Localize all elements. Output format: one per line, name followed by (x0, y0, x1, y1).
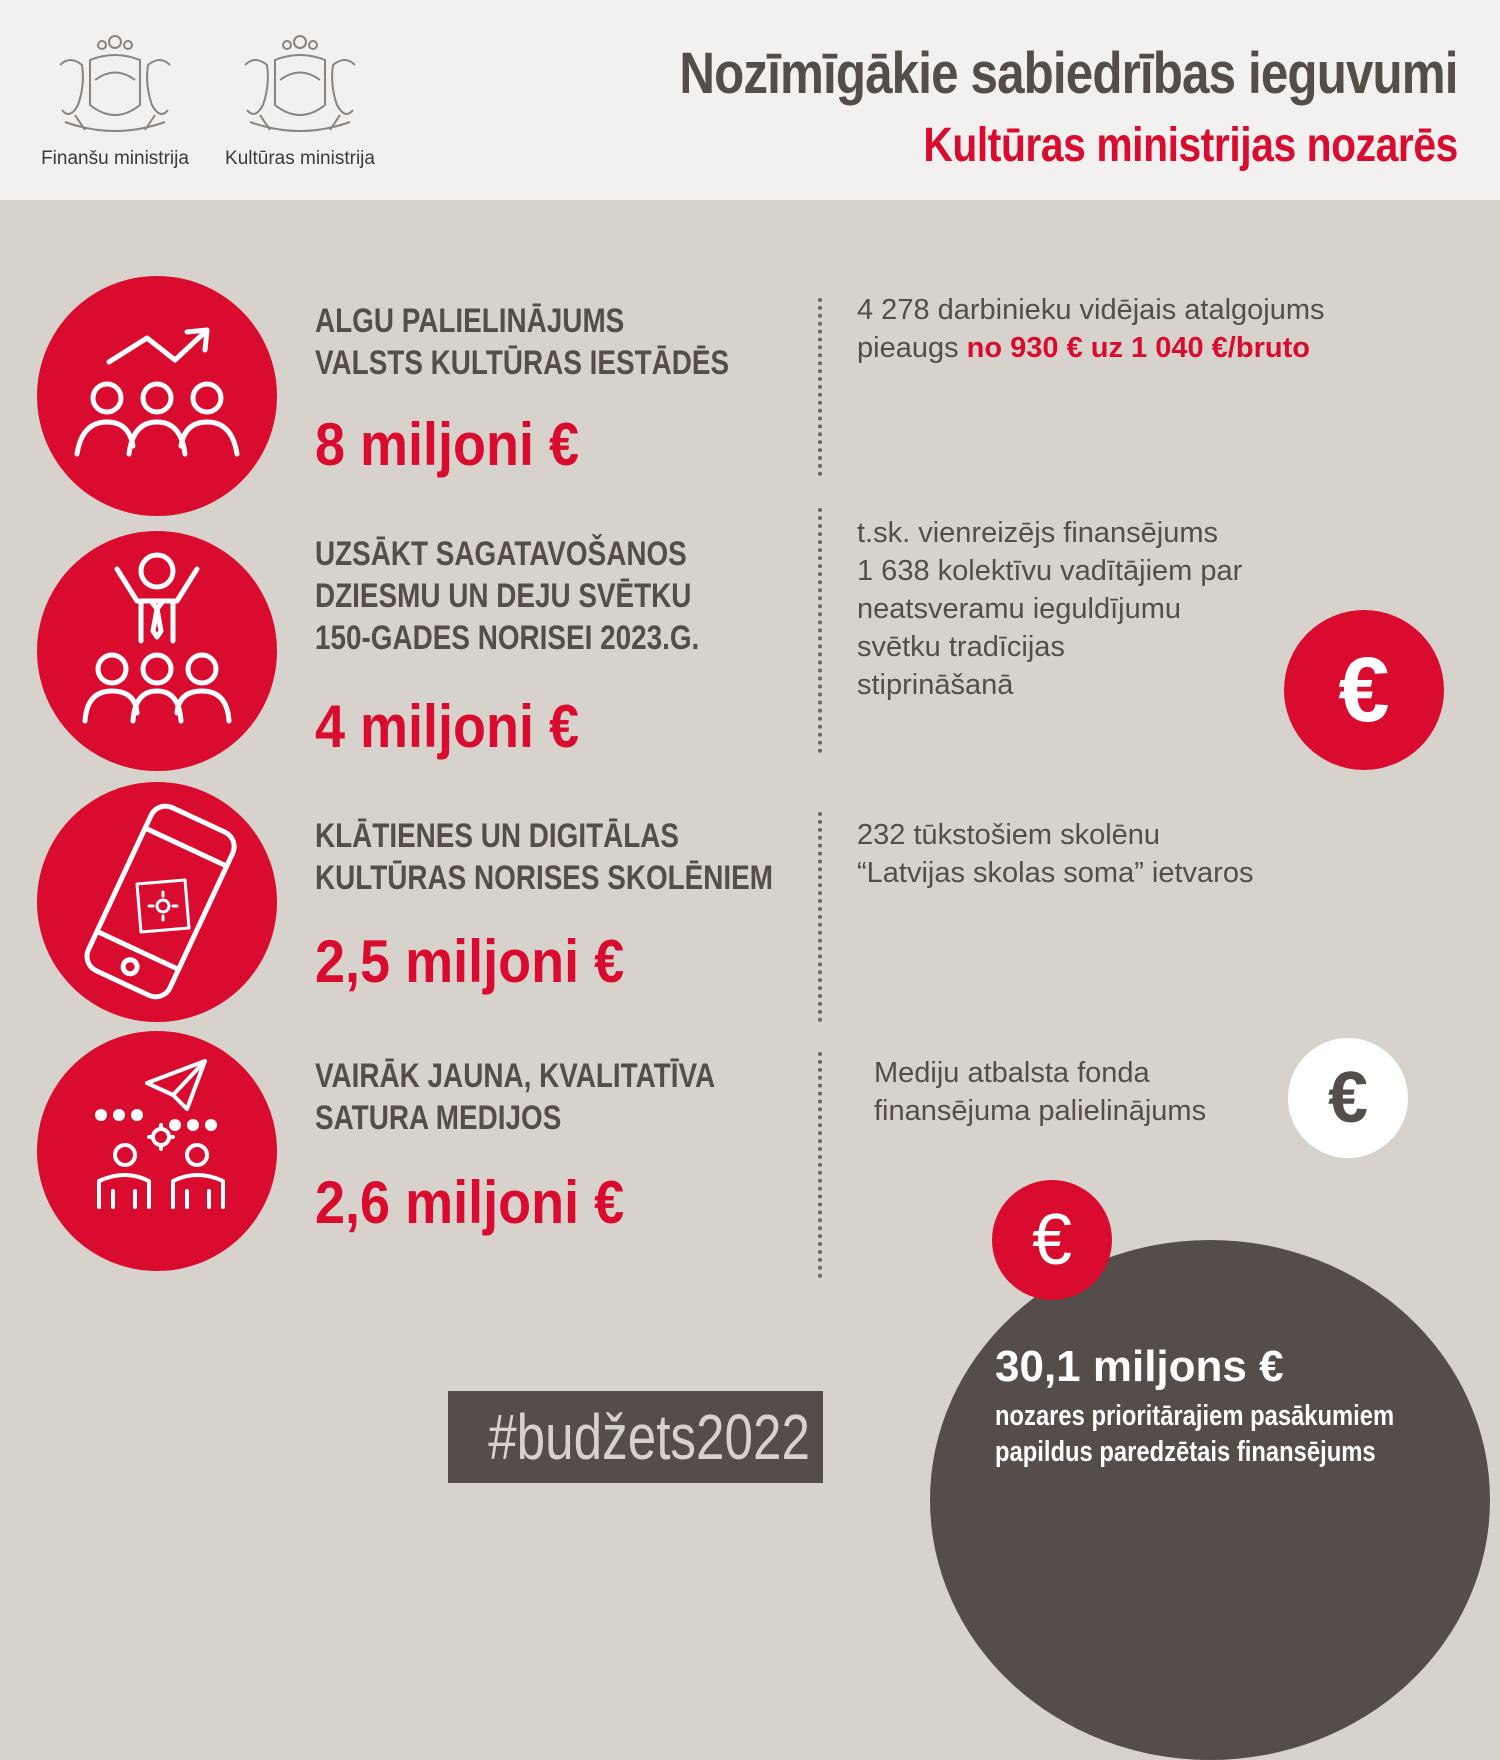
divider (818, 508, 822, 753)
item-3-description (857, 816, 1253, 892)
item-1-description (857, 291, 1325, 367)
item-3-amount: 2,5 miljoni € (315, 928, 625, 995)
item-3-circle (37, 782, 277, 1022)
euro-icon: € (1288, 1038, 1408, 1158)
item-2-heading (315, 533, 699, 659)
coat-of-arms-icon (225, 30, 375, 140)
item-1-desc-line: 4 278 darbinieku vidējais atalgojums (857, 294, 1325, 326)
item-2-desc-line: svētku tradīcijas (857, 631, 1065, 663)
total-amount: 30,1 miljons € (995, 1342, 1284, 1391)
item-4-amount: 2,6 miljoni € (315, 1169, 625, 1236)
item-4-heading-line: SATURA MEDIJOS (315, 1099, 562, 1137)
item-2-desc-line: stiprināšanā (857, 669, 1014, 701)
page-title: Nozīmīgākie sabiedrības ieguvumi (679, 41, 1458, 106)
item-3-desc-line: 232 tūkstošiem skolēnu (857, 819, 1161, 851)
finance-ministry-label: Finanšu ministrija (41, 148, 189, 169)
item-2-amount: 4 miljoni € (315, 693, 580, 760)
item-1-desc-prefix: pieaugs (857, 332, 967, 364)
item-1-desc-line (857, 329, 1325, 367)
song-festival-icon (37, 531, 277, 771)
item-3-heading-line: KLĀTIENES UN DIGITĀLAS (315, 817, 680, 855)
item-4-desc-line: finansējuma palielinājums (874, 1095, 1207, 1127)
item-2-heading-line: 150-GADES NORISEI 2023.G. (315, 619, 700, 657)
item-1-heading-line: VALSTS KULTŪRAS IESTĀDĒS (315, 344, 730, 382)
item-1-heading (315, 300, 729, 384)
item-4-heading-line: VAIRĀK JAUNA, KVALITATĪVA (315, 1057, 716, 1095)
item-4-description (874, 1054, 1206, 1130)
item-2-desc-line: 1 638 kolektīvu vadītājiem par (857, 555, 1243, 587)
hashtag-banner (448, 1391, 823, 1483)
total-description (995, 1398, 1394, 1470)
item-3-desc-line: “Latvijas skolas soma” ietvaros (857, 857, 1254, 889)
smartphone-icon (37, 782, 277, 1022)
media-content-icon (37, 1031, 277, 1271)
euro-icon: € (992, 1180, 1112, 1300)
culture-ministry-logo (215, 30, 385, 170)
divider (818, 1052, 822, 1278)
item-2-heading-line: UZSĀKT SAGATAVOŠANOS (315, 535, 687, 573)
salary-change-highlight: no 930 € uz 1 040 €/bruto (966, 332, 1310, 364)
total-desc-line: papildus paredzētais finansējums (995, 1436, 1376, 1468)
item-2-desc-line: t.sk. vienreizējs finansējums (857, 517, 1219, 549)
item-2-heading-line: DZIESMU UN DEJU SVĒTKU (315, 577, 692, 615)
item-1-amount: 8 miljoni € (315, 411, 580, 478)
total-panel (930, 1240, 1490, 1760)
item-3-heading (315, 815, 773, 899)
item-2-circle (37, 531, 277, 771)
divider (818, 812, 822, 1022)
finance-ministry-logo (30, 30, 200, 170)
item-1-heading-line: ALGU PALIELINĀJUMS (315, 302, 625, 340)
euro-icon: € (1284, 610, 1444, 770)
hashtag-text: #budžets2022 (488, 1401, 810, 1473)
item-2-desc-line: neatsveramu ieguldījumu (857, 593, 1182, 625)
divider (818, 298, 822, 476)
item-3-heading-line: KULTŪRAS NORISES SKOLĒNIEM (315, 859, 773, 897)
page-subtitle: Kultūras ministrijas nozarēs (923, 119, 1458, 172)
coat-of-arms-icon (40, 30, 190, 140)
total-desc-line: nozares prioritārajiem pasākumiem (995, 1400, 1395, 1432)
item-2-description (857, 514, 1242, 704)
culture-ministry-label: Kultūras ministrija (225, 148, 375, 169)
item-4-heading (315, 1055, 715, 1139)
salary-growth-icon (37, 276, 277, 516)
item-1-circle (37, 276, 277, 516)
header (0, 0, 1500, 200)
item-4-circle (37, 1031, 277, 1271)
item-4-desc-line: Mediju atbalsta fonda (874, 1057, 1150, 1089)
